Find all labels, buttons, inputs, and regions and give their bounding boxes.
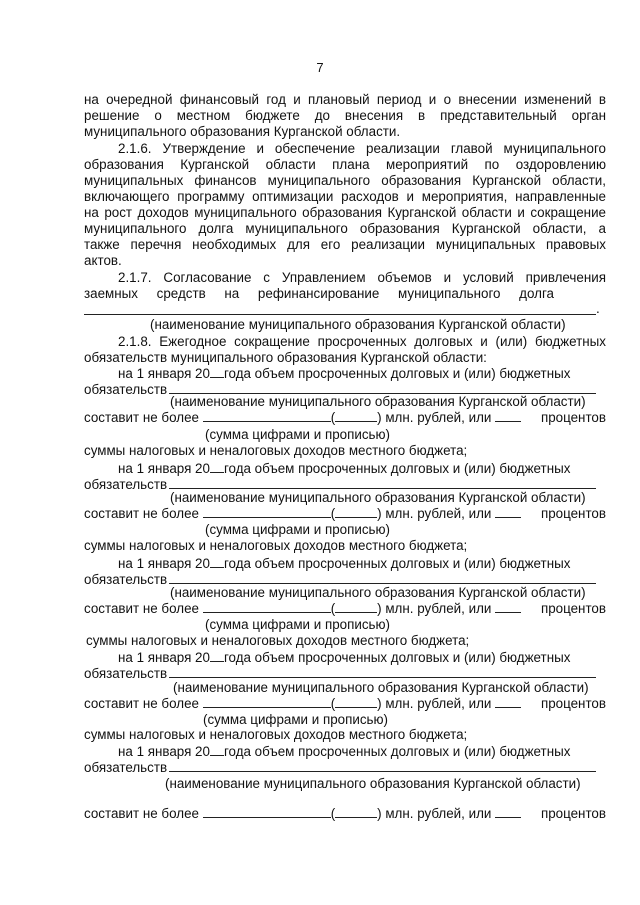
jan-prefix: на 1 января 20 [118, 650, 210, 665]
amount-prefix: составит не более [84, 410, 199, 425]
year-line-5 [118, 744, 606, 760]
year-blank[interactable] [210, 461, 224, 473]
municipality-blank-line [84, 314, 596, 315]
caption-sum: (сумма цифрами и прописью) [205, 522, 390, 537]
amount-prefix: составит не более [84, 506, 199, 521]
caption-sum: (сумма цифрами и прописью) [205, 617, 390, 632]
jan-suffix: года объем просроченных долговых и (или) бюджетных [223, 461, 571, 476]
amount-line-2 [84, 506, 606, 522]
percent-blank[interactable] [495, 410, 521, 422]
year-line-3 [118, 556, 606, 572]
amount-suffix: процентов [540, 410, 606, 425]
amount-blank[interactable] [203, 601, 331, 613]
caption-municipality: (наименование муниципального образования Курганской области) [165, 776, 581, 791]
percent-blank[interactable] [495, 696, 521, 708]
jan-prefix: на 1 января 20 [118, 744, 210, 759]
amount-suffix: процентов [540, 601, 606, 616]
amount-prefix: составит не более [84, 696, 199, 711]
caption-sum: (сумма цифрами и прописью) [203, 712, 388, 727]
intro-line-2: решение о местном бюджете до внесения в представительный орган [84, 108, 606, 123]
amount-blank[interactable] [203, 506, 331, 518]
caption-sum: (сумма цифрами и прописью) [205, 427, 390, 442]
p216-line-2: образования Курганской области плана мероприятий по оздоровлению [84, 157, 606, 172]
municipality-blank[interactable] [169, 382, 596, 394]
intro-line-3: муниципального образования Курганской области. [84, 124, 401, 139]
amount-suffix: процентов [540, 506, 606, 521]
year-line-4 [118, 650, 606, 666]
amount-mid: ) млн. рублей, или [377, 506, 492, 521]
jan-suffix: года объем просроченных долговых и (или) бюджетных [223, 744, 571, 759]
p217-period: . [596, 301, 600, 316]
revenue-line-1: суммы налоговых и неналоговых доходов местного бюджета; [84, 443, 468, 458]
municipality-blank[interactable] [169, 666, 596, 678]
amount-prefix: составит не более [84, 806, 199, 821]
paren-open: ( [330, 410, 336, 425]
amount-digits-blank[interactable] [335, 410, 377, 422]
amount-digits-blank[interactable] [335, 506, 377, 518]
p216-line-3: муниципальных финансов муниципального образования Курганской области, [84, 173, 606, 188]
amount-mid: ) млн. рублей, или [377, 601, 492, 616]
paren-open: ( [330, 601, 336, 616]
percent-blank[interactable] [495, 601, 521, 613]
revenue-line-4: суммы налоговых и неналоговых доходов местного бюджета; [84, 727, 468, 742]
year-blank[interactable] [210, 366, 224, 378]
amount-blank[interactable] [203, 696, 331, 708]
amount-mid: ) млн. рублей, или [377, 696, 492, 711]
year-blank[interactable] [210, 556, 224, 568]
amount-line-5 [84, 806, 606, 822]
caption-municipality: (наименование муниципального образования Курганской области) [173, 680, 589, 695]
amount-digits-blank[interactable] [335, 601, 377, 613]
obligations-word: обязательств [84, 666, 168, 681]
p217-line-2: заемных средств на рефинансирование муниципального долга [84, 286, 554, 301]
p216-line-7: также перечня необходимых для его реализации муниципальных правовых [84, 237, 606, 252]
obligations-word: обязательств [84, 382, 168, 397]
amount-mid: ) млн. рублей, или [377, 806, 492, 821]
year-blank[interactable] [210, 650, 224, 662]
jan-prefix: на 1 января 20 [118, 366, 210, 381]
caption-municipality: (наименование муниципального образования Курганской области) [170, 394, 586, 409]
p216-line-6: муниципального долга муниципального образования Курганской области, а [84, 221, 606, 236]
jan-prefix: на 1 января 20 [118, 556, 210, 571]
jan-suffix: года объем просроченных долговых и (или) бюджетных [223, 650, 571, 665]
p216-line-4: включающего программу оптимизации расходов и мероприятия, направленные [84, 189, 606, 204]
revenue-line-3: суммы налоговых и неналоговых доходов местного бюджета; [86, 633, 470, 648]
caption-municipality: (наименование муниципального образования Курганской области) [170, 585, 586, 600]
obligations-word: обязательств [84, 760, 168, 775]
amount-blank[interactable] [203, 410, 331, 422]
p216-line-1: 2.1.6. Утверждение и обеспечение реализации главой муниципального [118, 141, 606, 156]
obligations-line-5 [84, 760, 596, 776]
intro-line-1: на очередной финансовый год и плановый период и о внесении изменений в [84, 92, 606, 107]
p216-line-8: актов. [84, 253, 122, 268]
jan-suffix: года объем просроченных долговых и (или) бюджетных [223, 556, 571, 571]
p218-line-1: 2.1.8. Ежегодное сокращение просроченных долговых и (или) бюджетных [118, 334, 606, 349]
amount-digits-blank[interactable] [335, 806, 377, 818]
amount-line-1 [84, 410, 606, 426]
p218-line-2: обязательств муниципального образования Курганской области: [84, 350, 487, 365]
obligations-word: обязательств [84, 572, 168, 587]
p217-line-1: 2.1.7. Согласование с Управлением объемов и условий привлечения [118, 270, 606, 285]
paren-open: ( [330, 696, 336, 711]
amount-suffix: процентов [540, 696, 606, 711]
jan-suffix: года объем просроченных долговых и (или) бюджетных [223, 366, 571, 381]
amount-prefix: составит не более [84, 601, 199, 616]
percent-blank[interactable] [495, 806, 521, 818]
p216-line-5: на рост доходов муниципального образования Курганской области и сокращение [84, 205, 606, 220]
paren-open: ( [330, 806, 336, 821]
amount-digits-blank[interactable] [335, 696, 377, 708]
page-number: 7 [316, 60, 324, 75]
amount-line-3 [84, 601, 606, 617]
year-line-1 [118, 366, 606, 382]
municipality-blank[interactable] [169, 572, 596, 584]
municipality-blank[interactable] [169, 477, 596, 489]
caption-municipality: (наименование муниципального образования Курганской области) [170, 490, 586, 505]
amount-mid: ) млн. рублей, или [377, 410, 492, 425]
paren-open: ( [330, 506, 336, 521]
year-line-2 [118, 461, 606, 477]
municipality-blank[interactable] [169, 760, 596, 772]
year-blank[interactable] [210, 744, 224, 756]
amount-suffix: процентов [540, 806, 606, 821]
amount-blank[interactable] [203, 806, 331, 818]
percent-blank[interactable] [495, 506, 521, 518]
revenue-line-2: суммы налоговых и неналоговых доходов местного бюджета; [84, 538, 468, 553]
obligations-word: обязательств [84, 477, 168, 492]
amount-line-4 [84, 696, 606, 712]
caption-municipality: (наименование муниципального образования Курганской области) [150, 317, 566, 332]
jan-prefix: на 1 января 20 [118, 461, 210, 476]
